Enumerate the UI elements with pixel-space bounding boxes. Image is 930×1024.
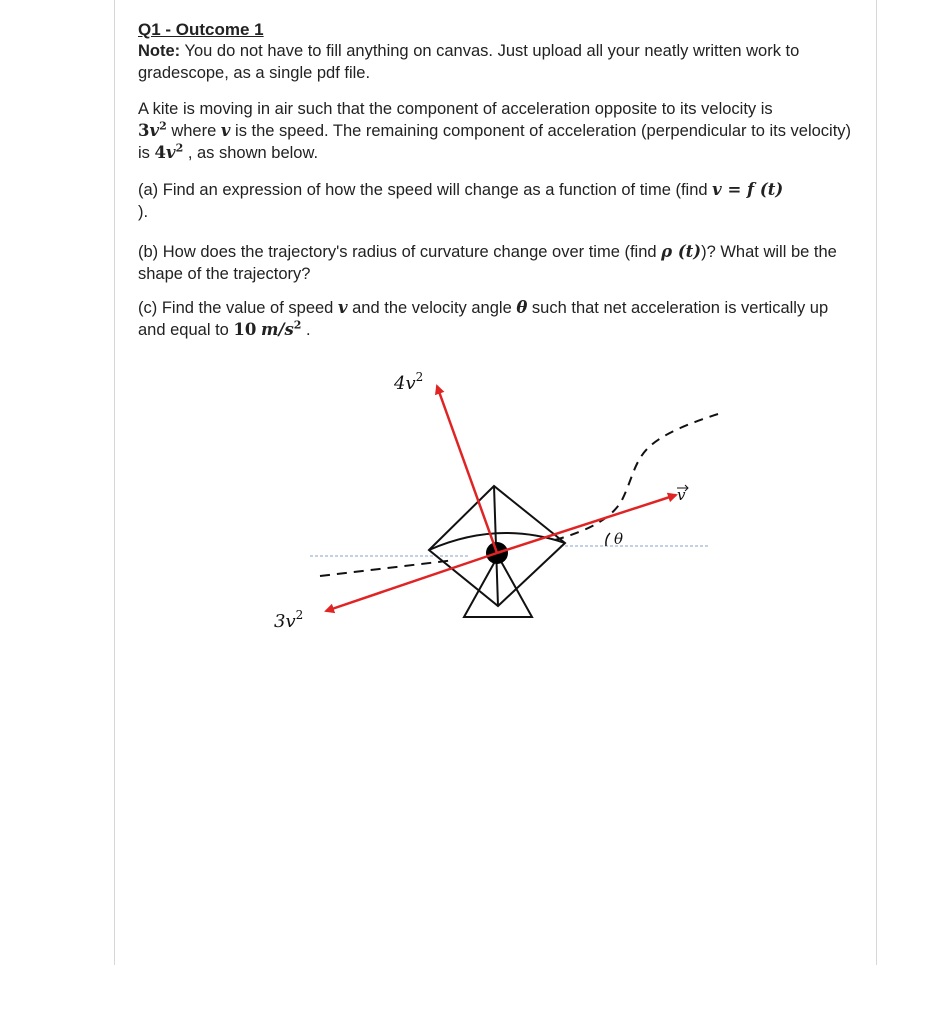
intro-coef-2: 4 xyxy=(154,143,166,162)
part-c-number: 10 xyxy=(233,320,257,339)
intro-var-2: v xyxy=(220,121,231,140)
part-b-text-1: (b) How does the trajectory's radius of curvature change over time (find xyxy=(138,243,662,261)
label-velocity-vector xyxy=(677,485,688,504)
intro-exp-1: 2 xyxy=(159,119,167,133)
part-c-var-theta: θ xyxy=(516,298,528,317)
intro-var-3: v xyxy=(165,143,176,162)
part-a-text-2: ). xyxy=(138,203,149,221)
part-c-text-4: . xyxy=(301,321,311,339)
intro-text-4: , as shown below. xyxy=(183,144,319,162)
intro-var-1: v xyxy=(149,121,160,140)
question-title: Q1 - Outcome 1 xyxy=(138,20,264,39)
perpendicular-acceleration-arrow xyxy=(437,386,497,553)
label-perpendicular: $4v^2$ xyxy=(394,370,424,394)
intro-text-2: where xyxy=(166,122,221,140)
part-c-text-1: (c) Find the value of speed xyxy=(138,299,338,317)
part-c-unit-exp: 2 xyxy=(293,318,302,332)
part-c-var-v: v xyxy=(337,298,348,317)
trajectory-future xyxy=(555,414,718,540)
part-b-math: ρ (t) xyxy=(661,242,702,261)
velocity-arrow xyxy=(497,495,676,553)
label-angle: θ xyxy=(614,530,624,548)
intro-text-1: A kite is moving in air such that the component of acceleration opposite to its velocity is xyxy=(138,100,773,118)
note-label: Note: xyxy=(138,42,181,60)
intro-exp-2: 2 xyxy=(175,141,184,155)
intro-text-3: is the speed. The remaining component of acceleration (perpendicular to its velocity) is xyxy=(138,122,852,162)
part-c-text-2: and the velocity angle xyxy=(347,299,517,317)
part-a-math: v = f (t) xyxy=(712,180,784,199)
angle-arc xyxy=(606,533,610,546)
part-b-text-2: )? What will be the shape of the trajectory? xyxy=(138,243,837,283)
intro-coef-1: 3 xyxy=(138,121,150,140)
note-text: You do not have to fill anything on canvas. Just upload all your neatly written work to gradescope, as a single pdf file. xyxy=(138,42,800,82)
part-a-text-1: (a) Find an expression of how the speed will change as a function of time (find xyxy=(138,181,713,199)
part-c-unit: m/s xyxy=(260,320,294,339)
label-velocity: v xyxy=(677,486,686,504)
label-opposing: $3v^2$ xyxy=(274,608,304,632)
part-c-text-3: such that net acceleration is vertically up and equal to xyxy=(138,299,829,339)
